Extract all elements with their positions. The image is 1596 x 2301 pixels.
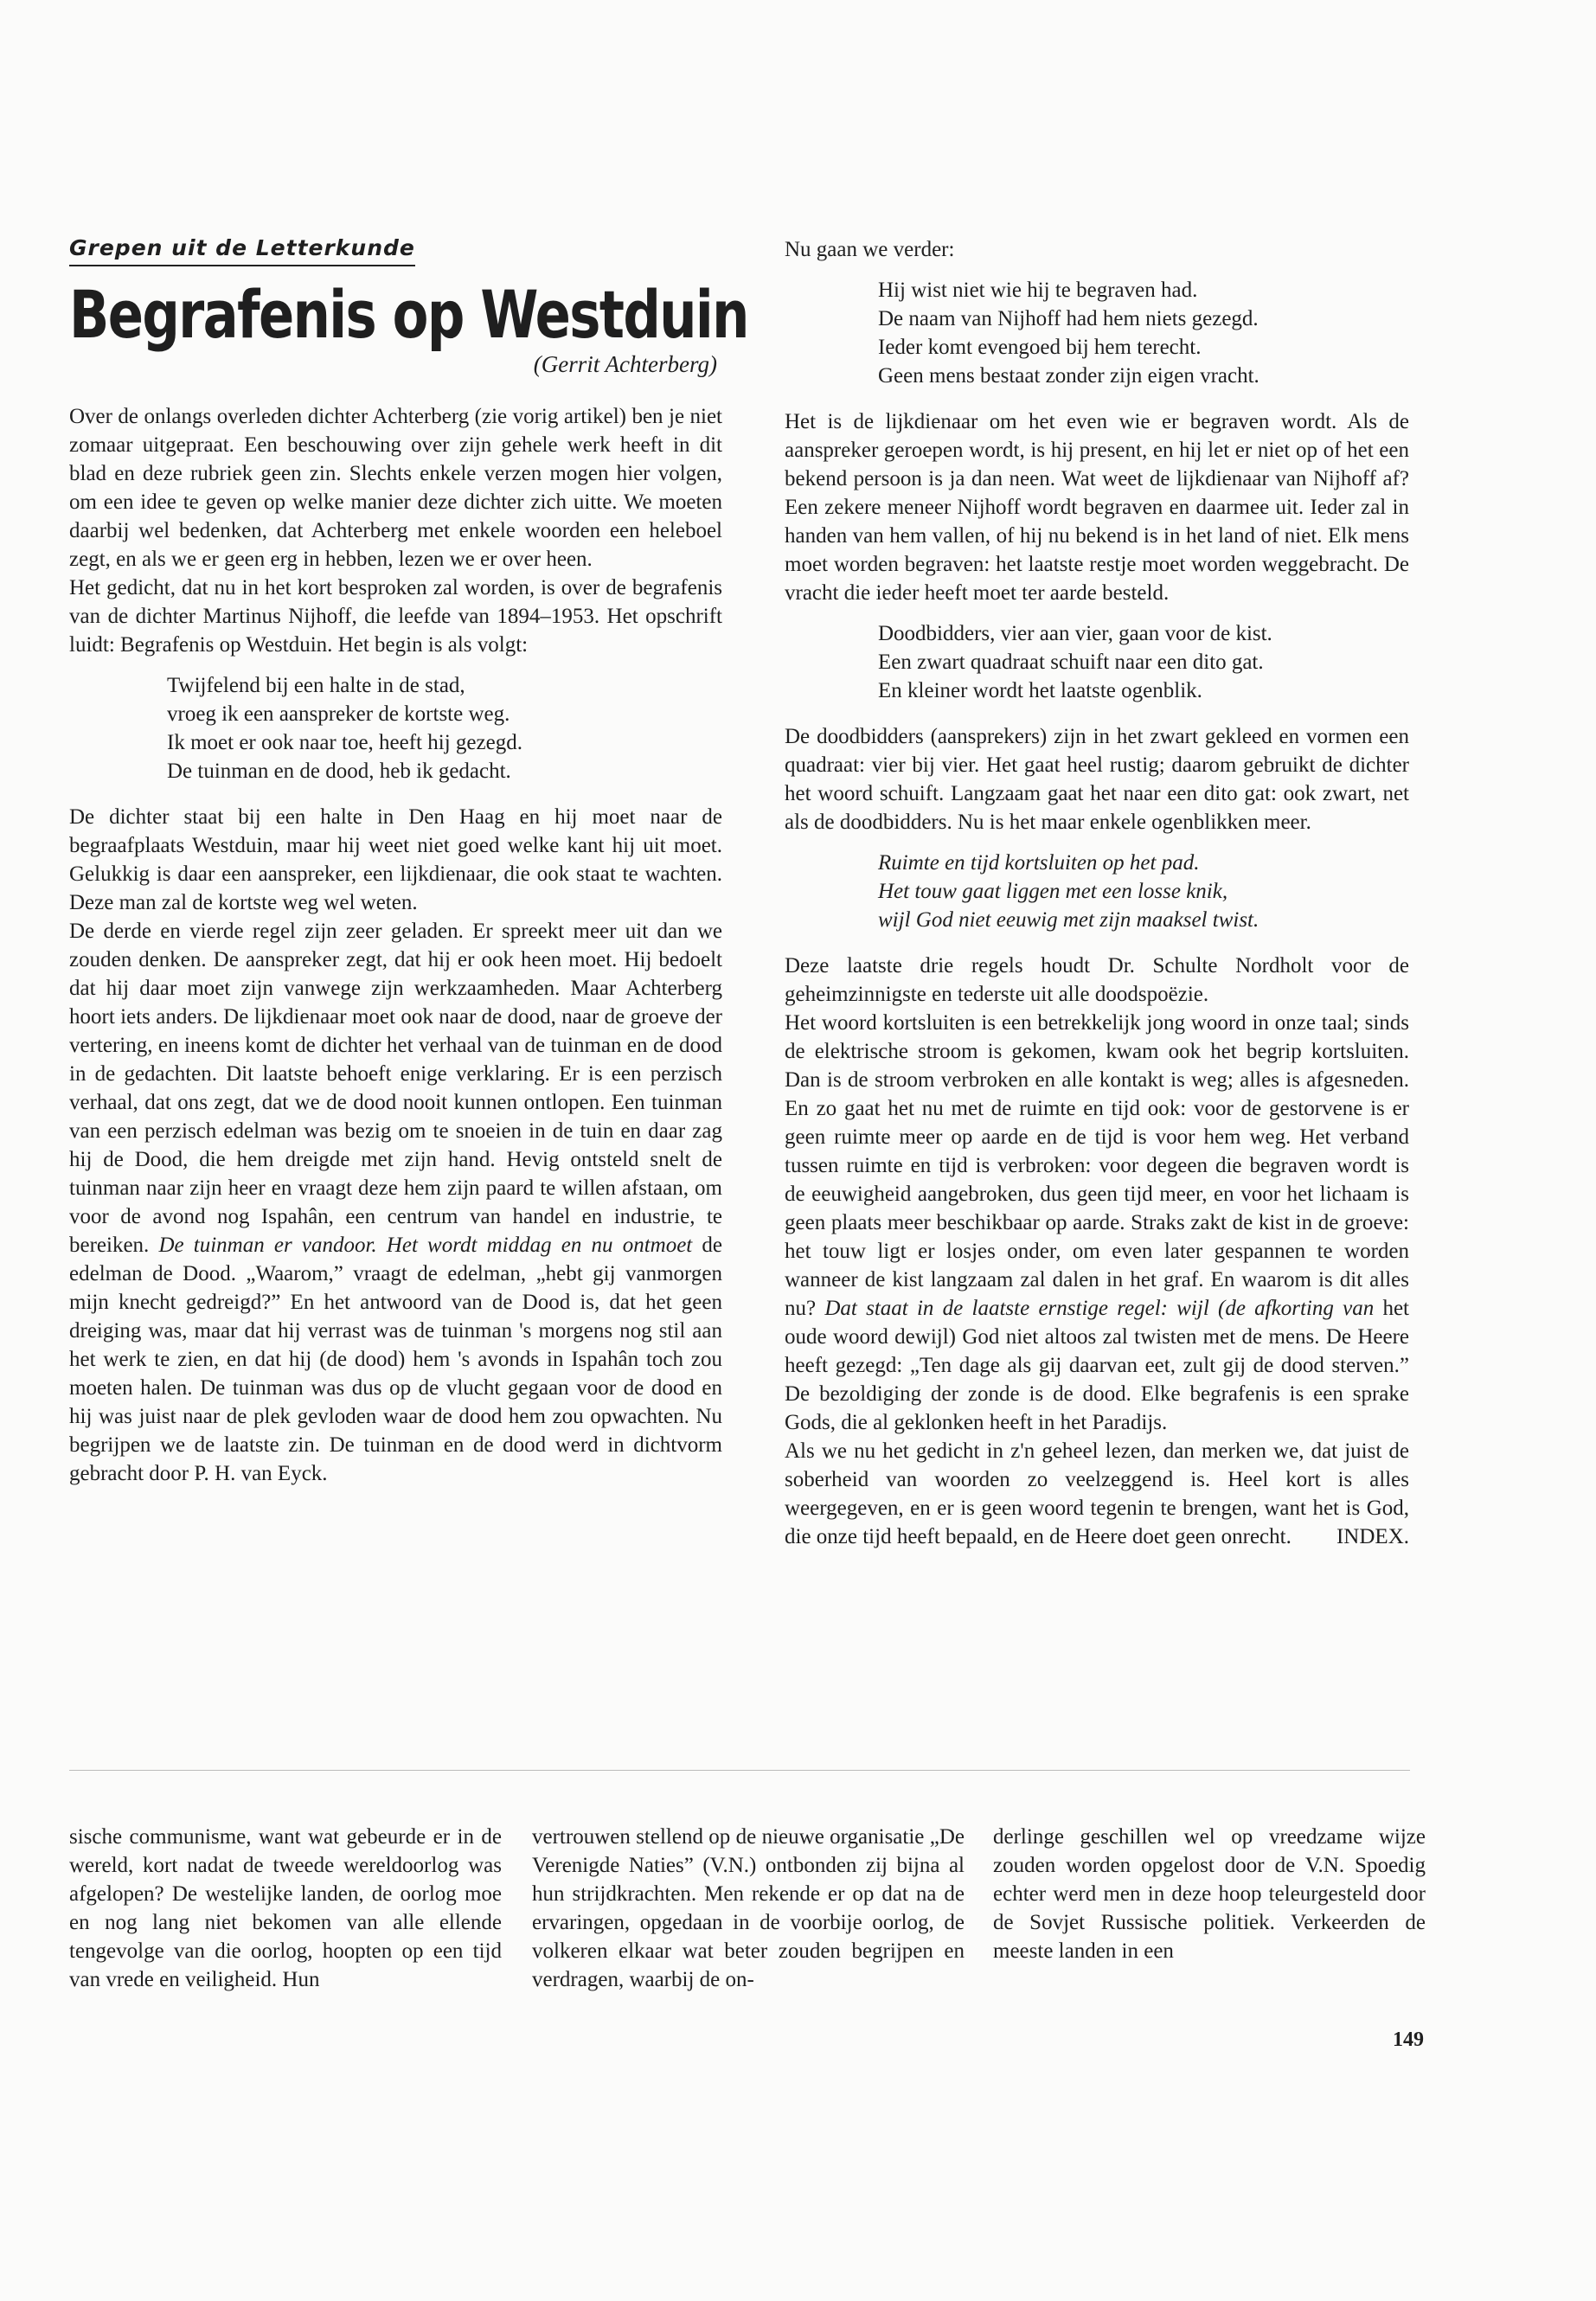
poem-line: De naam van Nijhoff had hem niets gezegd. [878,307,1259,330]
closing-text: Als we nu het gedicht in z'n geheel lezen, dan merken we, dat juist de soberheid van woorden zo veelzeggend is. Heel kort is alles weergegeven, en er is geen woord tegenin te brengen, want het is God, die onze tijd heeft bepaald, en de Heere doet geen onrecht. [785,1439,1409,1548]
poem-line: Een zwart quadraat schuift naar een dito gat. [878,651,1264,674]
bottom-column-3: derlinge geschillen wel op vreedzame wijze zouden worden opgelost door de V.N. Spoedig echter werd men in deze hoop teleurgesteld door de Sovjet Russische politiek. Verkeerden de meeste landen in een [993,1825,1426,1963]
poem-line: En kleiner wordt het laatste ogenblik. [878,679,1202,702]
poem-stanza-4 [878,849,1409,934]
section-divider [69,1770,1410,1771]
article-title: Begrafenis op Westduin [69,276,748,353]
bottom-column-2: vertrouwen stellend op de nieuwe organisatie „De Verenigde Naties” (V.N.) ontbonden zij bijna al hun strijdkrachten. Men rekende er op dat na de ervaringen, opgedaan in de voorbije oorlog, de volkeren elkaar wat beter zouden begrijpen en verdragen, waarbij de on- [532,1825,965,1991]
poem-line: Hij wist niet wie hij te begraven had. [878,279,1198,302]
tuinman-text-italic: De tuinman er vandoor. Het wordt middag en nu ontmoet [158,1234,693,1257]
poem-stanza-1 [167,671,722,785]
lijkdienaar-paragraph: Het is de lijkdienaar om het even wie er begraven wordt. Als de aanspreker geroepen wordt, is hij present, en hij let er niet op of het een bekend persoon is ja dan neen. Wat weet de lijkdienaar van Nijhoff af? Een zekere meneer Nijhoff wordt begraven en daarmee uit. Ieder zal in handen van hem vallen, of hij nu bekend is in het land of niet. Elk mens moet worden begraven: het laatste restje moet worden weggebracht. De vracht die ieder heeft moet ter aarde besteld. [785,410,1409,605]
halte-paragraph: De dichter staat bij een halte in Den Haag en hij moet naar de begraafplaats Westduin, maar hij weet niet goed welke kant hij uit moet. Gelukkig is daar een aanspreker, een lijkdienaar, die ook staat te wachten. Deze man zal de kortste weg wel weten. [69,805,722,914]
kortsluiten-text-b: het oude woord dewijl) God niet altoos zal twisten met de mens. De Heere heeft gezegd: „Ten dage als gij daarvan eet, zult gij de dood sterven.” De bezoldiging der zonde is de dood. Elke begrafenis is een sprake Gods, die al geklonken heeft in het Paradijs. [785,1297,1409,1434]
kortsluiten-text-a: Het woord kortsluiten is een betrekkelijk jong woord in onze taal; sinds de elektrische stroom is gekomen, kwam ook het begrip kortsluiten. Dan is de stroom verbroken en alle kontakt is weg; alles is afgesneden. En zo gaat het nu met de ruimte en tijd ook: voor de gestorvene is er geen ruimte meer op aarde en de tijd is voor hem weg. Het verband tussen ruimte en tijd is verbroken: voor degeen die begraven wordt is de eeuwigheid aangebroken, dus geen tijd meer, en voor het lichaam is geen plaats meer beschikbaar op aarde. Straks zakt de kist in de groeve: het touw ligt er losjes onder, om even later gespannen te worden wanneer de kist langzaam zal dalen in het graf. En waarom is dit alles nu? [785,1011,1409,1320]
schulte-paragraph: Deze laatste drie regels houdt Dr. Schulte Nordholt voor de geheimzinnigste en tederste uit alle doodspoëzie. [785,954,1409,1006]
poem-intro-paragraph: Het gedicht, dat nu in het kort besproken zal worden, is over de begrafenis van de dichter Martinus Nijhoff, die leefde van 1894–1953. Het opschrift luidt: Begrafenis op Westduin. Het begin is als volgt: [69,576,722,657]
poem-line: Ik moet er ook naar toe, heeft hij gezegd. [167,731,522,754]
poem-stanza-3 [878,619,1409,705]
poem-line: Doodbidders, vier aan vier, gaan voor de kist. [878,622,1272,645]
right-column [785,235,1409,1551]
poem-line: De tuinman en de dood, heb ik gedacht. [167,760,511,783]
left-column [69,235,748,1488]
section-label: Grepen uit de Letterkunde [69,235,415,266]
poem-line: wijl God niet eeuwig met zijn maaksel twist. [878,908,1259,932]
poem-line: Twijfelend bij een halte in de stad, [167,674,465,697]
tuinman-text-b: de edelman de Dood. „Waarom,” vraagt de edelman, „hebt gij vanmorgen mijn knecht gedreigd?” En het antwoord van de Dood is, dat het geen dreiging was, maar dat hij verrast was de tuinman 's morgens nog stil aan het werk te zien, en dat hij (de dood) hem 's avonds in Ispahân toch zou moeten halen. De tuinman was dus op de vlucht gegaan voor de dood en hij was juist naar de plek gevloden waar de dood hem zou opwachten. Nu begrijpen we de laatste zin. De tuinman en de dood werd in dichtvorm gebracht door P. H. van Eyck. [69,1234,722,1485]
intro-paragraph: Over de onlangs overleden dichter Achterberg (zie vorig artikel) ben je niet zomaar uitgepraat. Een beschouwing over zijn gehele werk heeft in dit blad en deze rubriek geen zin. Slechts enkele verzen mogen hier volgen, om een idee te geven op welke manier deze dichter zich uitte. We moeten daarbij wel bedenken, dat Achterberg met enkele woorden een heleboel zegt, en als we er geen erg in hebben, lezen we er over heen. [69,405,722,571]
author-signature: INDEX. [1336,1525,1409,1548]
poem-line: vroeg ik een aanspreker de kortste weg. [167,702,510,726]
doodbidders-paragraph: De doodbidders (aansprekers) zijn in het zwart gekleed en vormen een quadraat: vier bij vier. Het gaat heel rustig; daarom gebruikt de dichter het woord schuift. Langzaam gaat het naar een dito gat: ook zwart, net als de doodbidders. Nu is het maar enkele ogenblikken meer. [785,725,1409,834]
poem-stanza-2 [878,276,1409,390]
poem-line: Geen mens bestaat zonder zijn eigen vracht. [878,364,1259,388]
kortsluiten-paragraph [785,1009,1409,1437]
poem-line: Ruimte en tijd kortsluiten op het pad. [878,851,1200,875]
closing-paragraph [785,1437,1409,1551]
article-author: (Gerrit Achterberg) [533,351,717,377]
poem-line: Ieder komt evengoed bij hem terecht. [878,336,1202,359]
tuinman-text-a: De derde en vierde regel zijn zeer geladen. Er spreekt meer uit dan we zouden denken. De aanspreker zegt, dat hij er ook heen moet. Hij bedoelt dat hij daar moet zijn vanwege zijn werkzaamheden. Maar Achterberg hoort iets anders. De lijkdienaar moet ook naar de dood, naar de groeve der vertering, en ineens komt de dichter het verhaal van de tuinman en de dood in de gedachten. Dit laatste behoeft enige verklaring. Er is een perzisch verhaal, dat ons zegt, dat we de dood nooit kunnen ontlopen. Een tuinman van een perzisch edelman was bezig om te snoeien in de tuin en daar zag hij de Dood, die hem dreigde met zijn hand. Hevig ontsteld snelt de tuinman naar zijn heer en vraagt deze hem zijn paard te willen afstaan, om voor de avond nog Ispahân, een centrum van handel en industrie, te bereiken. [69,920,722,1257]
tuinman-paragraph [69,917,722,1488]
kortsluiten-text-italic: Dat staat in de laatste ernstige regel: wijl (de afkorting van [824,1297,1375,1320]
continue-intro: Nu gaan we verder: [785,238,955,261]
poem-line: Het touw gaat liggen met een losse knik, [878,880,1228,903]
page-number: 149 [1393,2029,1424,2051]
bottom-column-1: sische communisme, want wat gebeurde er in de wereld, kort nadat de tweede wereldoorlog was afgelopen? De westelijke landen, de oorlog moe en nog lang niet bekomen van alle ellende tengevolge van die oorlog, hoopten op een tijd van vrede en veiligheid. Hun [69,1825,502,1991]
